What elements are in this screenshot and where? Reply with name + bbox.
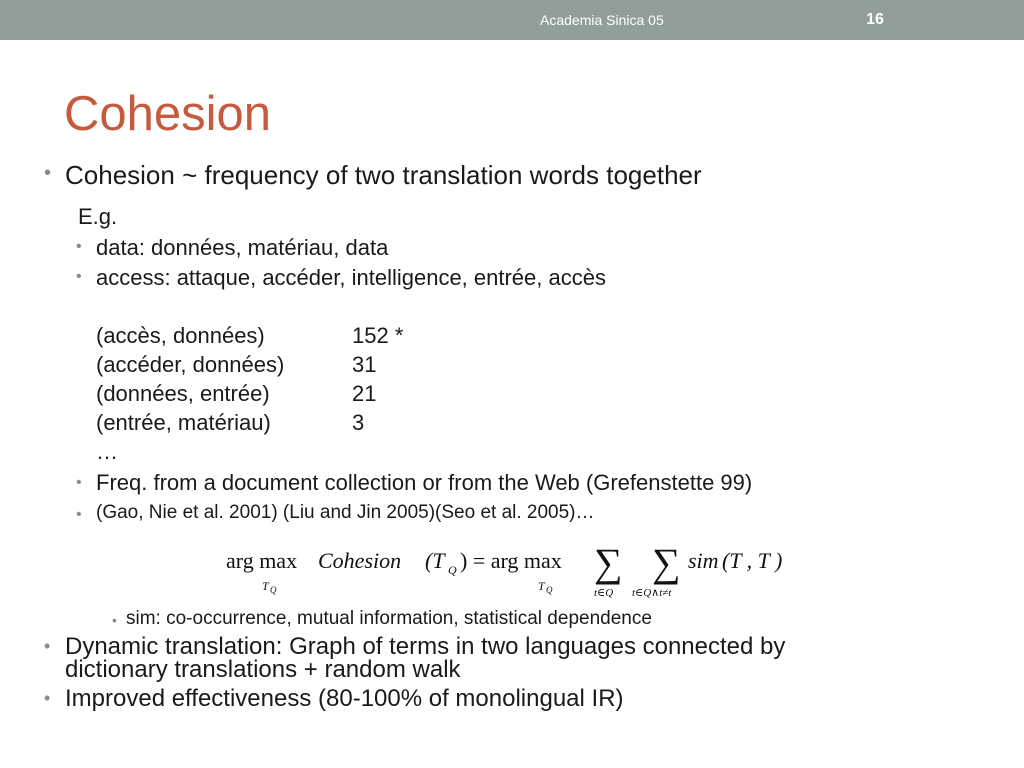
header-bar xyxy=(0,0,1024,40)
ellipsis: … xyxy=(96,439,118,464)
bullet-marker: • xyxy=(44,688,51,708)
cohesion-formula xyxy=(222,538,822,600)
bullet-improved-effectiveness: Improved effectiveness (80-100% of monolingual IR) xyxy=(65,685,624,712)
bullet-marker: • xyxy=(44,162,52,184)
pair-text: (accéder, données) xyxy=(96,352,285,377)
bullet-dynamic-translation: Dynamic translation: Graph of terms in two languages connected by xyxy=(65,633,786,660)
bullet-marker: • xyxy=(44,636,51,656)
bullet-marker: • xyxy=(76,238,82,255)
bullet-references: (Gao, Nie et al. 2001) (Liu and Jin 2005)(Seo et al. 2005)… xyxy=(96,502,595,523)
formula-sub-tq-2: T xyxy=(538,579,545,593)
formula-equals-argmax: ) = arg max xyxy=(460,548,562,573)
bullet-marker: • xyxy=(112,612,117,628)
bullet-dynamic-translation-cont: dictionary translations + random walk xyxy=(65,656,461,683)
bullet-cohesion-definition: Cohesion ~ frequency of two translation words together xyxy=(65,160,702,190)
formula-sub-q-2: Q xyxy=(546,585,553,595)
pair-count: 3 xyxy=(352,410,365,435)
formula-sum-sub-2: t∈Q∧t≠t xyxy=(632,587,672,599)
summation-symbol-2: ∑ xyxy=(652,540,681,585)
summation-symbol-1: ∑ xyxy=(594,540,623,585)
pair-count: 152 * xyxy=(352,323,404,348)
eg-label: E.g. xyxy=(78,204,118,229)
bullet-data-translations: data: données, matériau, data xyxy=(96,235,389,260)
formula-sim: sim xyxy=(688,548,719,573)
bullet-marker: • xyxy=(76,506,82,523)
pair-text: (données, entrée) xyxy=(96,381,270,406)
formula-argmax-1: arg max xyxy=(226,548,298,573)
formula-sub-q-1: Q xyxy=(270,585,277,595)
pair-count: 21 xyxy=(352,381,377,406)
formula-sub-tq-1: T xyxy=(262,579,269,593)
bullet-access-translations: access: attaque, accéder, intelligence, entrée, accès xyxy=(96,265,606,290)
pair-text: (entrée, matériau) xyxy=(96,410,271,435)
bullet-marker: • xyxy=(76,268,82,285)
bullet-sim-note: sim: co-occurrence, mutual information, statistical dependence xyxy=(126,608,652,629)
formula-cohesion: Cohesion xyxy=(318,548,402,573)
pair-text: (accès, données) xyxy=(96,323,265,348)
slide-title: Cohesion xyxy=(64,87,272,141)
bullet-marker: • xyxy=(76,474,82,491)
formula-tq-sub: Q xyxy=(448,563,457,577)
pair-count: 31 xyxy=(352,352,377,377)
formula-sim-args: (T , T ) xyxy=(722,548,783,573)
bullet-frequency-source: Freq. from a document collection or from the Web (Grefenstette 99) xyxy=(96,470,753,495)
formula-tq: (T xyxy=(425,548,445,573)
formula-sum-sub-1: t∈Q xyxy=(594,587,614,599)
organization-label: Academia Sinica 05 xyxy=(540,12,664,28)
page-number: 16 xyxy=(866,11,884,28)
